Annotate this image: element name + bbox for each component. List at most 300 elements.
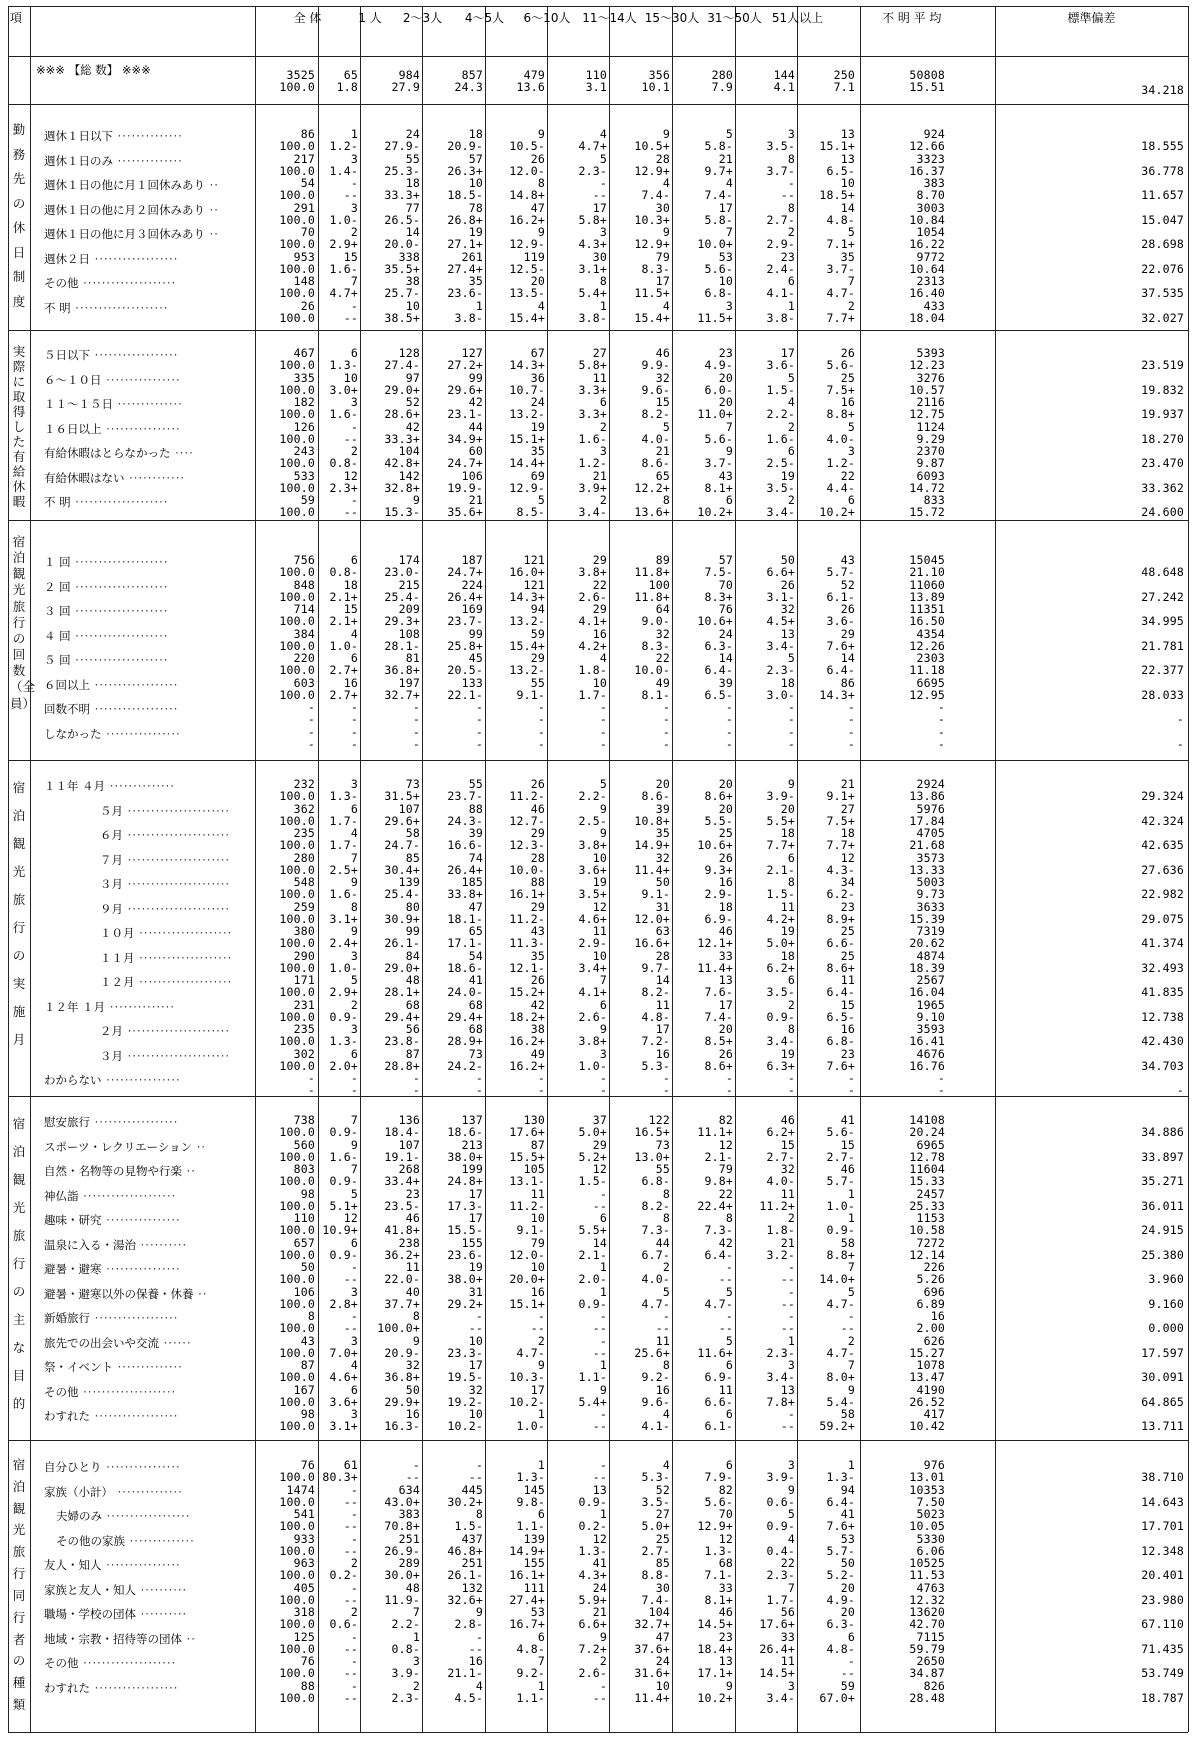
cell-value: 2457: [916, 1186, 945, 1201]
cell-value: 0.9-: [329, 1125, 358, 1140]
cell-value: -: [475, 1083, 483, 1098]
cell-value: 108: [398, 626, 420, 641]
cell-value: 55: [405, 151, 420, 166]
cell-value: 8: [787, 151, 795, 166]
cell-value: 18: [718, 899, 733, 914]
cell-value: --: [343, 1592, 358, 1607]
row-label-text: ２ 回: [44, 579, 71, 594]
cell-value: 8: [725, 1211, 733, 1225]
cell-value: 139: [398, 875, 420, 889]
cell-value: 11351: [909, 602, 945, 616]
cell-value: 54: [300, 176, 315, 190]
cell-value: 2.00: [916, 1321, 945, 1336]
cell-value: 32: [405, 1358, 420, 1372]
cell-value: 37.6+: [634, 1641, 670, 1656]
cell-value: 100.0: [279, 1247, 315, 1262]
cell-value: 24: [592, 1580, 607, 1595]
cell-value: 280: [293, 850, 315, 865]
cell-value: 3: [350, 777, 358, 791]
cell-value: 136: [398, 1113, 420, 1127]
cell-value: 2.9-: [578, 936, 607, 951]
cell-value: 46: [718, 924, 733, 938]
cell-value: 1.7-: [578, 687, 607, 702]
row-rule: [8, 330, 1188, 331]
cell-value: 24.7+: [447, 565, 483, 580]
cell-value: 5.0+: [766, 936, 795, 951]
cell-value: 12: [718, 1531, 733, 1546]
cell-value: 17: [718, 200, 733, 215]
cell-value: 2650: [916, 1654, 945, 1668]
cell-value: 3: [350, 200, 358, 215]
cell-value: 1.3-: [826, 1470, 855, 1485]
cell-value: -: [599, 1309, 607, 1323]
row-label: [44, 417, 250, 442]
column-header: 平 均: [913, 11, 942, 25]
cell-value: 17: [530, 1382, 545, 1397]
cell-value: 7.9-: [704, 1470, 733, 1485]
cell-value: 54: [468, 948, 483, 963]
total-pct: 7.1: [833, 80, 855, 94]
cell-value: 100.0: [279, 663, 315, 678]
cell-value: 24: [718, 626, 733, 641]
cell-value: 29: [592, 553, 607, 567]
cell-value: 380: [293, 924, 315, 938]
cell-value: 1.8-: [578, 663, 607, 678]
cell-value: 12.1+: [697, 936, 733, 951]
cell-value: 23.3-: [447, 1345, 483, 1360]
cell-value: 1: [599, 1507, 607, 1521]
cell-value: 100.0: [279, 261, 315, 276]
cell-value: 50: [780, 553, 795, 567]
cell-value: 3.4-: [766, 1034, 795, 1049]
cell-value: 100.0: [279, 1419, 315, 1434]
cell-value: 105: [523, 1162, 545, 1176]
cell-value: 26.4+: [447, 862, 483, 877]
cell-value: 9: [599, 826, 607, 840]
cell-value: 3.5-: [766, 139, 795, 154]
cell-value: 5.4-: [826, 1394, 855, 1409]
leader-dots: ······: [159, 1335, 192, 1350]
cell-value: 8.9+: [826, 911, 855, 926]
cell-value: 7272: [916, 1235, 945, 1250]
cell-value: 11: [655, 997, 670, 1012]
cell-value: 20.0-: [384, 237, 420, 252]
cell-value: 338: [398, 249, 420, 264]
row-label: [44, 1257, 250, 1282]
cell-value: 1.3-: [329, 358, 358, 373]
cell-value: 220: [293, 651, 315, 665]
row-label: [44, 1068, 250, 1093]
total-pct: 7.9: [711, 80, 733, 94]
cell-value: 28.1+: [384, 985, 420, 1000]
std-dev-value: 23.980: [1141, 1592, 1184, 1607]
row-label: [44, 124, 250, 149]
row-label: [100, 897, 250, 922]
cell-value: --: [405, 1470, 420, 1485]
cell-value: 16.2+: [509, 1034, 545, 1049]
cell-value: 60: [468, 444, 483, 458]
cell-value: 976: [923, 1458, 945, 1472]
cell-value: 27: [655, 1507, 670, 1521]
cell-value: 7: [847, 274, 855, 288]
cell-value: 3: [350, 395, 358, 409]
cell-value: 6.4-: [826, 985, 855, 1000]
cell-value: 28.48: [909, 1690, 945, 1705]
cell-value: 16: [840, 395, 855, 409]
cell-value: 9.73: [916, 887, 945, 902]
cell-value: 107: [398, 1137, 420, 1152]
cell-value: 433: [923, 298, 945, 313]
cell-value: 110: [293, 1211, 315, 1225]
cell-value: 4.4-: [826, 480, 855, 495]
cell-value: 69: [530, 468, 545, 483]
cell-value: --: [468, 1470, 483, 1485]
cell-value: 16: [840, 1022, 855, 1036]
row-label-text: その他: [44, 1656, 79, 1670]
cell-value: --: [592, 1419, 607, 1434]
cell-value: -: [537, 736, 545, 751]
row-label-text: 夫婦のみ: [56, 1509, 102, 1523]
cell-value: 261: [461, 249, 483, 264]
leader-dots: ················: [101, 1460, 181, 1474]
cell-value: -: [937, 1083, 945, 1098]
cell-value: 8.5-: [516, 505, 545, 520]
cell-value: 714: [293, 602, 315, 616]
cell-value: 58: [405, 826, 420, 840]
cell-value: 46: [405, 1211, 420, 1225]
cell-value: 18: [780, 826, 795, 840]
cell-value: 5.5+: [766, 813, 795, 828]
leader-dots: ················: [101, 726, 181, 741]
cell-value: 1.5-: [578, 1174, 607, 1189]
std-dev-value: 11.657: [1141, 188, 1184, 202]
cell-value: 68: [718, 1556, 733, 1570]
cell-value: 35: [530, 444, 545, 458]
cell-value: --: [592, 1321, 607, 1336]
cell-value: 8: [662, 1186, 670, 1201]
cell-value: 2.9+: [329, 985, 358, 1000]
cell-value: 100.0: [279, 1058, 315, 1073]
cell-value: 79: [655, 249, 670, 264]
row-label-text: １０月: [100, 926, 135, 940]
cell-value: 14108: [909, 1113, 945, 1127]
cell-value: 35: [655, 826, 670, 840]
cell-value: -: [350, 712, 358, 727]
cell-value: 6: [847, 493, 855, 507]
leader-dots: ··: [205, 202, 219, 217]
cell-value: 4763: [916, 1580, 945, 1595]
cell-value: 7.7+: [826, 310, 855, 325]
std-dev-value: 32.493: [1141, 960, 1184, 975]
cell-value: 6: [350, 1235, 358, 1250]
leader-dots: ····················: [134, 926, 233, 940]
cell-value: 10: [655, 1678, 670, 1693]
cell-value: 5.0+: [578, 1125, 607, 1140]
cell-value: 3.6+: [578, 862, 607, 877]
cell-value: 15: [780, 1137, 795, 1152]
std-dev-value: -: [1176, 736, 1184, 751]
cell-value: 2: [599, 1654, 607, 1668]
cell-value: 1: [787, 1333, 795, 1348]
cell-value: -: [937, 1071, 945, 1085]
row-label: [44, 648, 250, 673]
leader-dots: ················: [101, 372, 181, 387]
cell-value: 19: [780, 468, 795, 483]
cell-value: --: [343, 1321, 358, 1336]
cell-value: -: [537, 1071, 545, 1085]
cell-value: 13: [718, 973, 733, 987]
cell-value: 41.8+: [384, 1223, 420, 1238]
cell-value: 5.6-: [704, 431, 733, 446]
cell-value: 100.0: [279, 565, 315, 580]
cell-value: 5.5-: [704, 813, 733, 828]
cell-value: 16.0+: [509, 565, 545, 580]
cell-value: -: [599, 1333, 607, 1348]
cell-value: 437: [461, 1531, 483, 1546]
cell-value: 7: [412, 1605, 420, 1619]
cell-value: 10353: [909, 1482, 945, 1497]
cell-value: 0.9-: [329, 1174, 358, 1189]
cell-value: 6.5-: [826, 163, 855, 178]
cell-value: 10: [405, 298, 420, 313]
cell-value: 5393: [916, 346, 945, 360]
cell-value: 10.84: [909, 212, 945, 227]
std-dev-value: 9.160: [1148, 1296, 1184, 1311]
cell-value: --: [655, 1321, 670, 1336]
cell-value: 171: [293, 973, 315, 987]
cell-value: 826: [923, 1678, 945, 1693]
cell-value: 17.84: [909, 813, 945, 828]
cell-value: 100.0: [279, 431, 315, 446]
std-dev-value: 53.749: [1141, 1666, 1184, 1680]
row-label: [44, 1627, 250, 1652]
cell-value: 2: [847, 298, 855, 313]
cell-value: 55: [655, 1162, 670, 1176]
cell-value: 43: [530, 924, 545, 938]
cell-value: 2.3+: [329, 480, 358, 495]
cell-value: 4.2+: [578, 638, 607, 653]
cell-value: 41: [592, 1556, 607, 1570]
cell-value: 27.1+: [447, 237, 483, 252]
cell-value: 20.0+: [509, 1272, 545, 1287]
cell-value: 21: [592, 468, 607, 483]
cell-value: 2: [787, 419, 795, 434]
row-label-text: 温泉に入る・湯治: [44, 1237, 136, 1252]
column-header: 31～50人: [707, 11, 762, 25]
cell-value: -: [412, 736, 420, 751]
cell-value: 12.14: [909, 1247, 945, 1262]
cell-value: 6.9-: [704, 1370, 733, 1385]
cell-value: 94: [530, 602, 545, 616]
cell-value: 5: [350, 1186, 358, 1201]
row-label-text: 週休１日の他に月３回休みあり: [44, 227, 205, 241]
cell-value: 3: [350, 1333, 358, 1348]
row-rule: [8, 6, 1188, 7]
cell-value: 19.9-: [447, 480, 483, 495]
std-dev-value: 29.324: [1141, 789, 1184, 803]
cell-value: 5.7-: [826, 565, 855, 580]
cell-value: 15.1+: [819, 139, 855, 154]
cell-value: 89: [655, 553, 670, 567]
cell-value: 259: [293, 899, 315, 914]
row-label-text: 自然・名物等の見物や行楽: [44, 1164, 182, 1178]
cell-value: 47: [468, 899, 483, 914]
cell-value: 9.1+: [826, 789, 855, 804]
cell-value: 28.6+: [384, 407, 420, 422]
leader-dots: ··: [193, 1286, 208, 1301]
cell-value: 27: [840, 801, 855, 816]
leader-dots: ····: [170, 446, 194, 460]
cell-value: 46: [655, 346, 670, 360]
cell-value: 5.8+: [578, 212, 607, 227]
cell-value: 2.3-: [766, 1345, 795, 1360]
cell-value: 9.6-: [641, 1394, 670, 1409]
column-rule: [30, 6, 31, 1732]
cell-value: -: [350, 1507, 358, 1521]
cell-value: 11: [780, 1186, 795, 1201]
cell-value: 9.6-: [641, 382, 670, 397]
row-label-text: 職場・学校の団体: [44, 1607, 136, 1621]
cell-value: 12.75: [909, 407, 945, 422]
cell-value: 226: [923, 1260, 945, 1274]
cell-value: 22: [592, 577, 607, 592]
cell-value: --: [343, 1690, 358, 1705]
cell-value: 2: [787, 225, 795, 239]
cell-value: 100.0: [279, 1034, 315, 1049]
cell-value: 26: [530, 973, 545, 987]
std-dev-value: 17.597: [1141, 1345, 1184, 1360]
cell-value: 5.26: [916, 1272, 945, 1287]
cell-value: -: [350, 298, 358, 313]
cell-value: 22: [840, 468, 855, 483]
cell-value: 8: [787, 1022, 795, 1036]
cell-value: 42: [405, 419, 420, 434]
cell-value: -: [599, 1407, 607, 1421]
cell-value: 100.0: [279, 1568, 315, 1583]
cell-value: 12.66: [909, 139, 945, 154]
cell-value: 2.6-: [578, 1009, 607, 1024]
cell-value: 4: [787, 395, 795, 409]
cell-value: 21: [592, 1605, 607, 1619]
cell-value: 8.3-: [641, 638, 670, 653]
cell-value: 8: [662, 1358, 670, 1372]
cell-value: 4: [787, 1531, 795, 1546]
cell-value: 15.72: [909, 505, 945, 520]
cell-value: 32: [655, 850, 670, 865]
cell-value: 243: [293, 444, 315, 458]
cell-value: 2.7-: [826, 1149, 855, 1164]
row-label: [100, 872, 250, 897]
cell-value: 302: [293, 1046, 315, 1061]
leader-dots: ················: [101, 1262, 181, 1276]
cell-value: -: [599, 176, 607, 190]
total-count: 479: [523, 68, 545, 82]
cell-value: 9: [537, 1358, 545, 1372]
cell-value: -: [537, 1309, 545, 1323]
cell-value: 6: [350, 1382, 358, 1397]
cell-value: 8.8+: [826, 407, 855, 422]
cell-value: 100.0: [279, 1125, 315, 1140]
row-label: [56, 1529, 250, 1554]
cell-value: 27.4+: [447, 261, 483, 276]
cell-value: 43: [300, 1333, 315, 1348]
cell-value: 7.2-: [641, 1034, 670, 1049]
cell-value: 9: [847, 1382, 855, 1397]
cell-value: 26.5-: [384, 212, 420, 227]
cell-value: 46: [718, 1605, 733, 1619]
cell-value: 125: [293, 1629, 315, 1644]
cell-value: 26.4+: [447, 589, 483, 604]
cell-value: 6.5-: [704, 687, 733, 702]
cell-value: 49: [530, 1046, 545, 1061]
cell-value: 8.3-: [641, 261, 670, 276]
cell-value: 3: [350, 948, 358, 963]
row-label-text: スポーツ・レクリエーション: [44, 1139, 193, 1154]
cell-value: 8: [662, 493, 670, 507]
cell-value: 26: [718, 850, 733, 865]
cell-value: 4: [537, 298, 545, 313]
row-label-text: １２月: [100, 975, 135, 989]
cell-value: 3.7-: [766, 163, 795, 178]
cell-value: 16.40: [909, 286, 945, 301]
cell-value: 5: [599, 151, 607, 166]
cell-value: 21: [468, 493, 483, 507]
cell-value: 1965: [916, 997, 945, 1012]
cell-value: 5: [662, 1284, 670, 1299]
cell-value: 17.3-: [447, 1198, 483, 1213]
cell-value: 7.4-: [704, 188, 733, 203]
cell-value: 4.7-: [826, 1296, 855, 1311]
cell-value: 6.4-: [704, 1247, 733, 1262]
cell-value: 5.7-: [826, 1543, 855, 1558]
row-label: [44, 441, 250, 466]
row-label-text: ２月: [100, 1024, 123, 1038]
cell-value: 13.89: [909, 589, 945, 604]
cell-value: 4.9-: [704, 358, 733, 373]
cell-value: 1.0-: [516, 1419, 545, 1434]
cell-value: 10.5+: [634, 139, 670, 154]
cell-value: 5: [662, 419, 670, 434]
column-header: 4～5人: [464, 11, 505, 25]
column-rule: [860, 6, 861, 1732]
cell-value: 6: [350, 801, 358, 816]
cell-value: 121: [523, 577, 545, 592]
cell-value: 1.6-: [578, 431, 607, 446]
cell-value: 106: [293, 1284, 315, 1299]
cell-value: 4.8-: [826, 212, 855, 227]
cell-value: 22.0-: [384, 1272, 420, 1287]
cell-value: 29: [840, 626, 855, 641]
cell-value: 44: [468, 419, 483, 434]
cell-value: 35: [530, 948, 545, 963]
cell-value: 99: [468, 626, 483, 641]
cell-value: -: [307, 1071, 315, 1085]
cell-value: 100.0: [279, 1223, 315, 1238]
cell-value: 12.1-: [509, 960, 545, 975]
cell-value: 6.6-: [704, 1394, 733, 1409]
cell-value: 87: [405, 1046, 420, 1061]
cell-value: 3.6-: [826, 614, 855, 629]
cell-value: 18.6-: [447, 1125, 483, 1140]
row-label: [44, 599, 250, 624]
cell-value: 7.6+: [826, 638, 855, 653]
row-label-text: 家族と友人・知人: [44, 1582, 136, 1597]
cell-value: 42: [530, 997, 545, 1012]
cell-value: 29.6+: [447, 382, 483, 397]
cell-value: 1.3-: [704, 1543, 733, 1558]
row-label: [44, 490, 250, 515]
cell-value: 18.39: [909, 960, 945, 975]
